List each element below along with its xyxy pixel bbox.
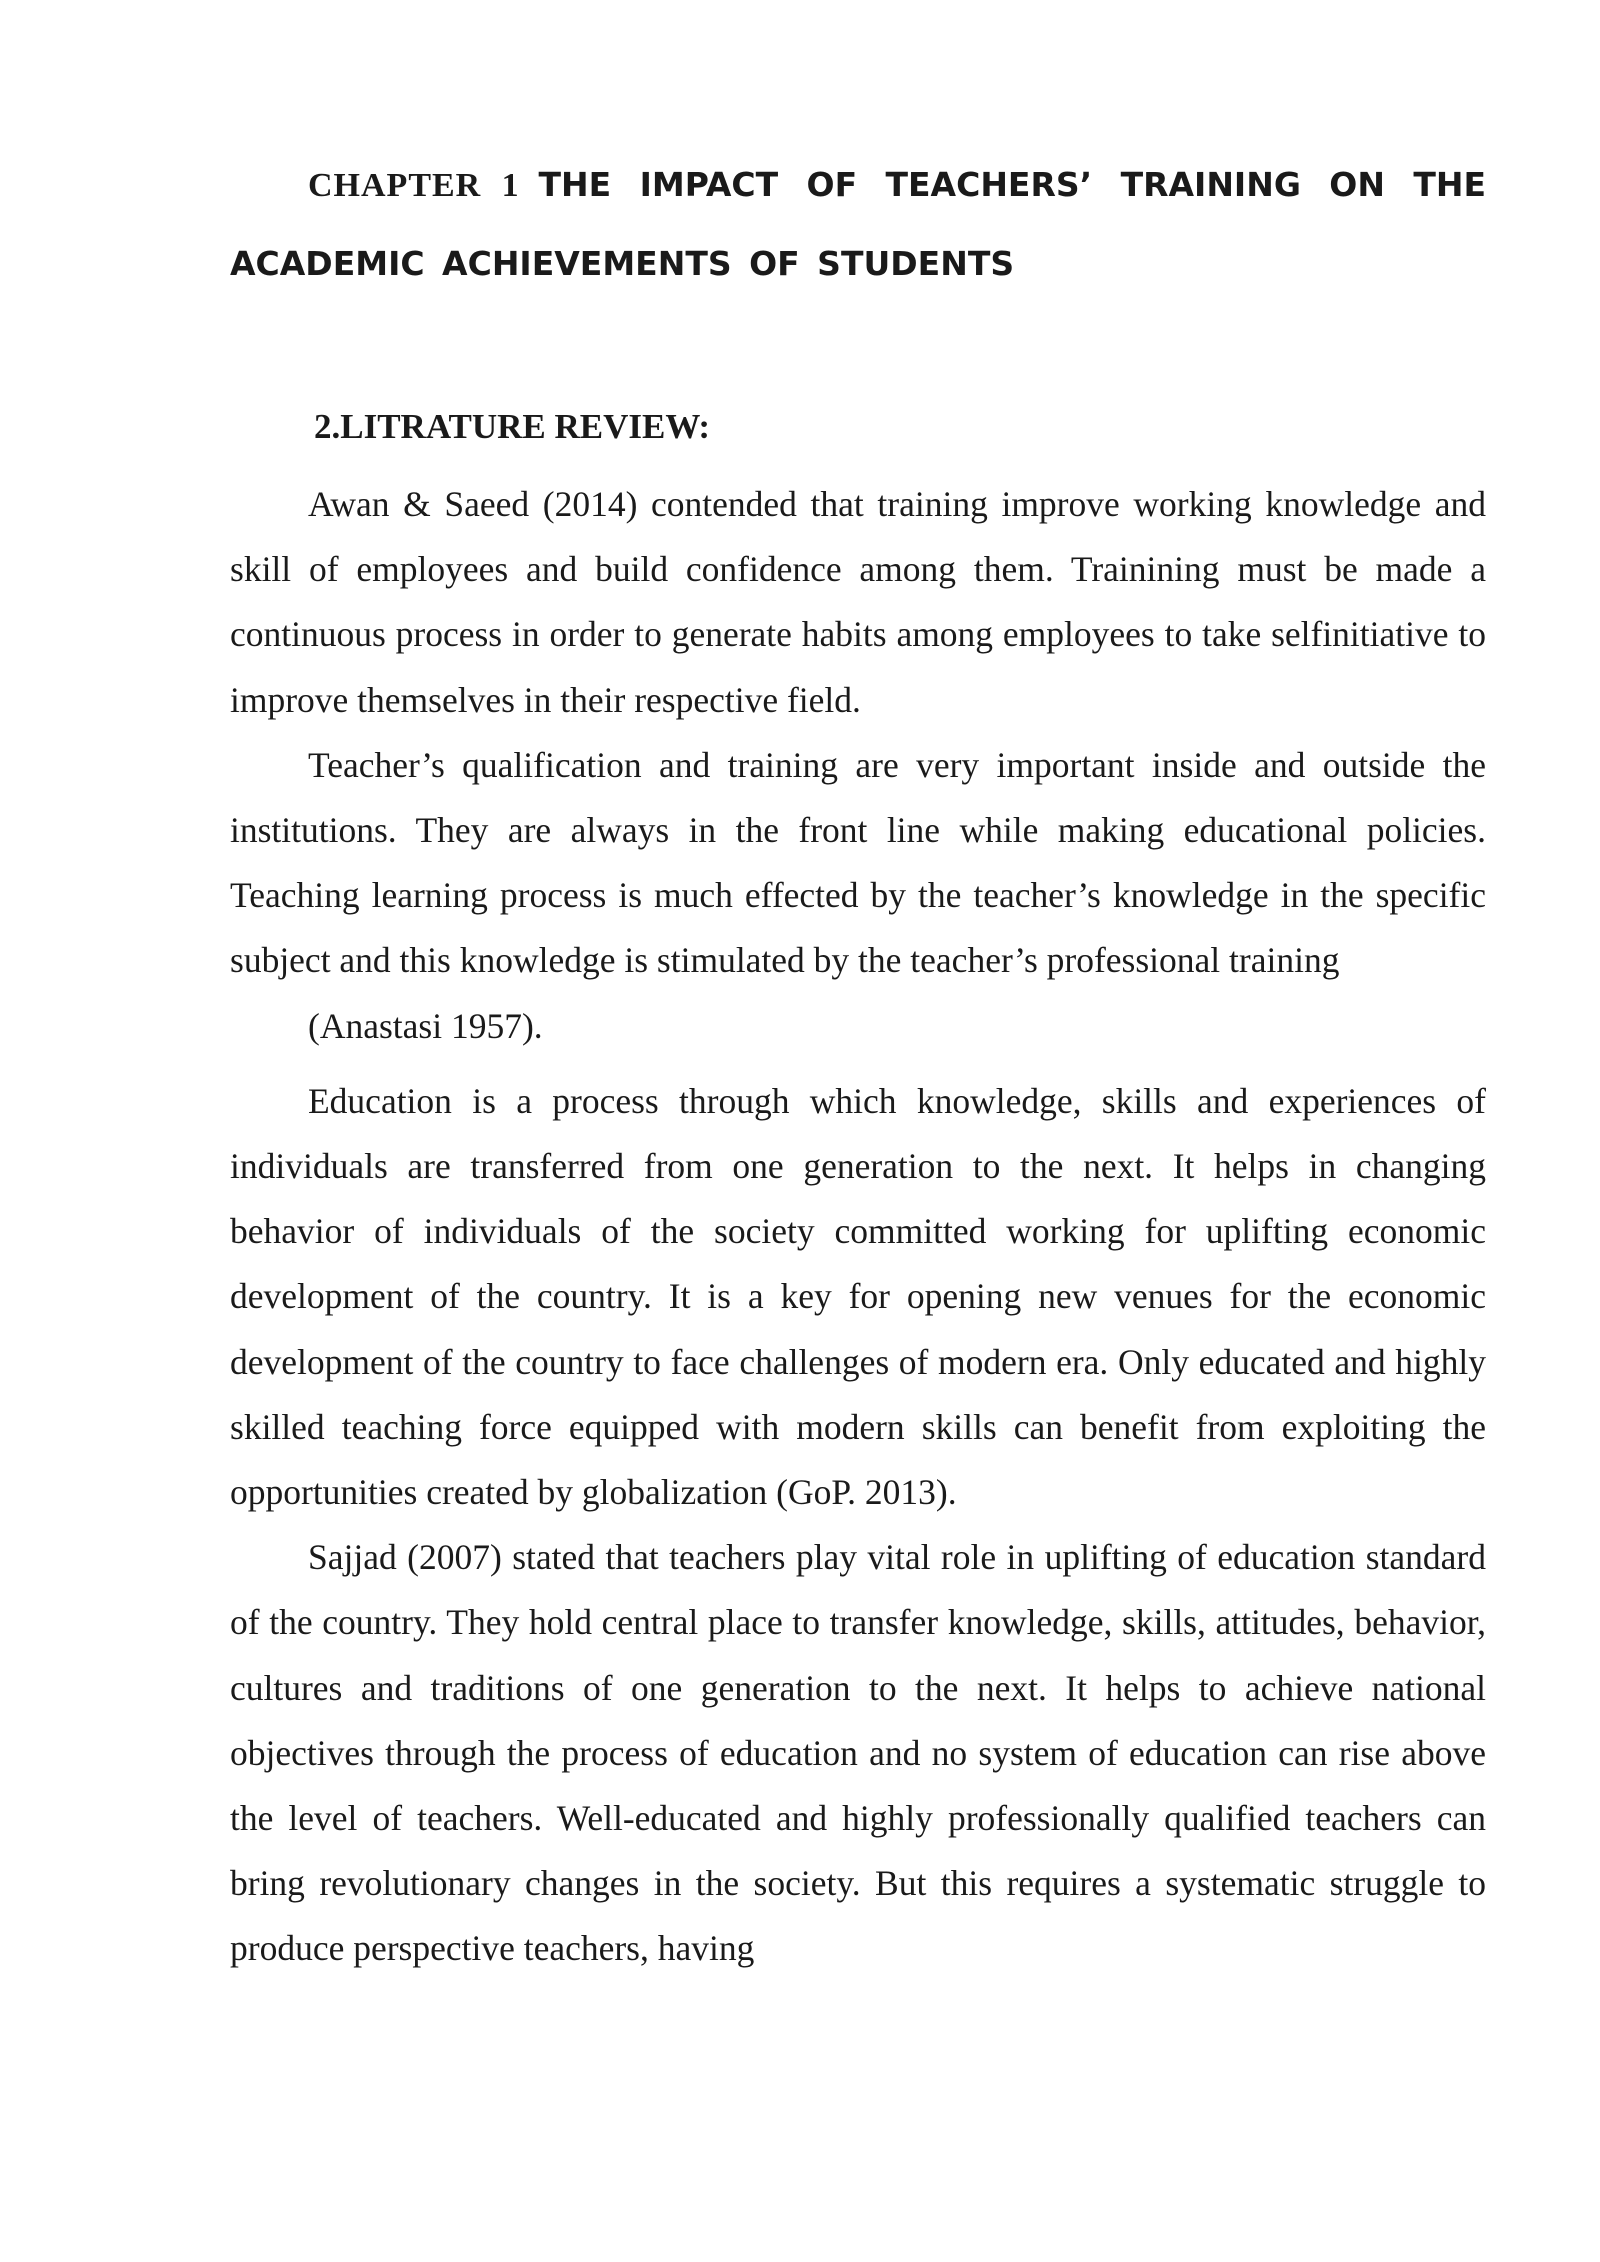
chapter-title: THE IMPACT OF TEACHERS’ TRAINING ON THE ACADEMIC ACHIEVEMENTS OF STUDENTS (230, 165, 1487, 283)
chapter-heading (230, 146, 1486, 303)
paragraph-awan-saeed: Awan & Saeed (2014) contended that training improve working knowledge and skill of employees and build confidence among them. Trainining must be made a continuous process in order to generate habits among employees to take selfinitiative to improve themselves in their respective field. (230, 484, 1486, 720)
paragraph-teacher-qualification: Teacher’s qualification and training are very important inside and outside the institutions. They are always in the front line while making educational policies. Teaching learning process is much effected by the teacher’s knowledge in the specific subject and this knowledge is stimulated by the teacher’s professional training (230, 744, 1486, 981)
body-text (230, 472, 1486, 1982)
paragraph-education-process: Education is a process through which knowledge, skills and experiences of individuals are transferred from one generation to the next. It helps in changing behavior of individuals of the society committed working for uplifting economic development of the country. It is a key for opening new venues for the economic development of the country to face challenges of modern era. Only educated and highly skilled teaching force equipped with modern skills can benefit from exploiting the opportunities created by globalization (GoP. 2013). (230, 1080, 1486, 1513)
paragraph-sajjad: Sajjad (2007) stated that teachers play vital role in uplifting of education standard of the country. They hold central place to transfer knowledge, skills, attitudes, behavior, cultures and traditions of one generation to the next. It helps to achieve national objectives through the process of education and no system of education can rise above the level of teachers. Well-educated and highly professionally qualified teachers can bring revolutionary changes in the society. But this requires a systematic struggle to produce perspective teachers, having (230, 1537, 1486, 1969)
section-heading: 2.LITRATURE REVIEW: (314, 407, 711, 446)
chapter-label: CHAPTER 1 (308, 167, 520, 204)
citation-anastasi: (Anastasi 1957). (308, 1005, 543, 1046)
